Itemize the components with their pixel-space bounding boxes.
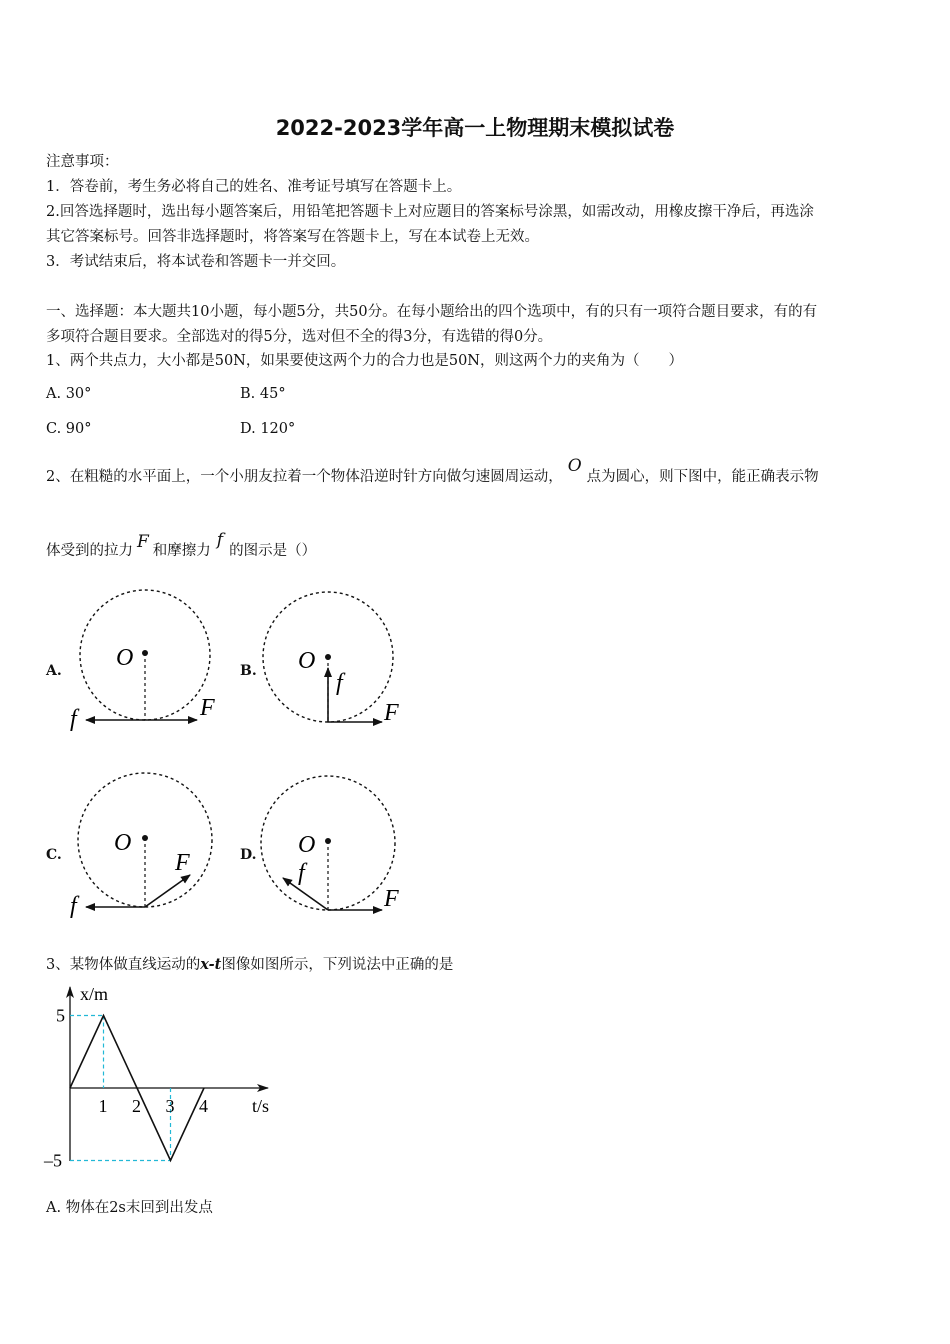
q2-stem-part-e: 的图示是（） — [229, 543, 317, 559]
q1-option-a: A. 30° — [46, 386, 92, 402]
q3-stem-part-a: 3、某物体做直线运动的 — [46, 957, 201, 973]
fig-b-label-O: O — [298, 648, 316, 674]
fig-b-label-f: f — [336, 670, 343, 696]
q2-symbol-F: F — [137, 532, 149, 552]
fig-d-arrow-f — [283, 878, 328, 910]
q3-stem-part-b: 图像如图所示，下列说法中正确的是 — [221, 957, 454, 973]
notice-item-1: 1．答卷前，考生务必将自己的姓名、准考证号填写在答题卡上。 — [46, 179, 462, 195]
q2-option-label-b: B. — [240, 663, 257, 679]
fig-c-label-O: O — [114, 830, 132, 856]
xt-x-tick-3: 3 — [165, 1096, 175, 1116]
fig-a-label-O: O — [116, 645, 134, 671]
section-instructions-2: 多项符合题目要求。全部选对的得5分，选对但不全的得3分，有选错的得0分。 — [46, 329, 553, 345]
notice-item-2: 2.回答选择题时，选出每小题答案后，用铅笔把答题卡上对应题目的答案标号涂黑，如需改动，用橡皮擦干净后，再选涂 — [46, 204, 814, 220]
notice-heading: 注意事项： — [46, 154, 119, 170]
fig-d-label-O: O — [298, 832, 316, 858]
notice-item-2-cont: 其它答案标号。回答非选择题时，将答案写在答题卡上，写在本试卷上无效。 — [46, 229, 539, 245]
q3-xt-graph — [30, 975, 290, 1180]
notice-item-3: 3．考试结束后，将本试卷和答题卡一并交回。 — [46, 254, 346, 270]
fig-b-label-F: F — [384, 700, 399, 726]
q2-symbol-o: O — [567, 456, 582, 476]
fig-a-label-F: F — [200, 695, 215, 721]
q2-stem-part-a: 2、在粗糙的水平面上，一个小朋友拉着一个物体沿逆时针方向做匀速圆周运动， — [46, 469, 563, 485]
q2-stem-part-b: 点为圆心，则下图中，能正确表示物 — [586, 469, 819, 485]
fig-c-label-f: f — [70, 893, 77, 919]
fig-c-label-F: F — [175, 850, 190, 876]
xt-y-tick-1: –5 — [44, 1150, 62, 1171]
q1-stem: 1、两个共点力，大小都是50N，如果要使这两个力的合力也是50N，则这两个力的夹角为（ ） — [46, 353, 683, 369]
q2-figure-b — [263, 592, 399, 726]
page-title: 2022-2023学年高一上物理期末模拟试卷 — [275, 116, 675, 140]
fig-c-arrow-F — [145, 875, 190, 907]
q2-figure-a — [70, 590, 215, 732]
q2-stem-part-c: 体受到的拉力 — [46, 543, 133, 559]
q1-option-c: C. 90° — [46, 421, 92, 437]
q2-figure-d — [261, 776, 399, 912]
fig-d-label-f: f — [298, 860, 305, 886]
fig-d-label-F: F — [384, 886, 399, 912]
q2-figure-c — [70, 773, 212, 919]
q3-option-a: A. 物体在2s末回到出发点 — [46, 1200, 213, 1216]
q3-symbol-xt: x-t — [200, 956, 222, 973]
xt-x-tick-2: 2 — [132, 1096, 141, 1116]
xt-x-tick-4: 4 — [199, 1096, 208, 1116]
q2-symbol-f: f — [216, 530, 224, 550]
xt-x-axis-label: t/s — [252, 1096, 270, 1116]
q2-stem-part-d: 和摩擦力 — [152, 543, 211, 559]
fig-a-label-f: f — [70, 706, 77, 732]
q3-stem — [46, 955, 906, 975]
q2-option-label-a: A. — [46, 663, 62, 679]
q2-option-label-d: D. — [240, 847, 257, 863]
q1-option-b: B. 45° — [240, 386, 286, 402]
section-instructions-1: 一、选择题：本大题共10小题，每小题5分，共50分。在每小题给出的四个选项中，有的只有一项符合题目要求，有的有 — [46, 304, 818, 320]
xt-y-tick-0: 5 — [56, 1005, 65, 1026]
q1-option-d: D. 120° — [240, 421, 296, 437]
xt-x-tick-1: 1 — [98, 1096, 108, 1116]
xt-y-axis-label: x/m — [80, 984, 109, 1004]
q2-option-label-c: C. — [46, 847, 62, 863]
